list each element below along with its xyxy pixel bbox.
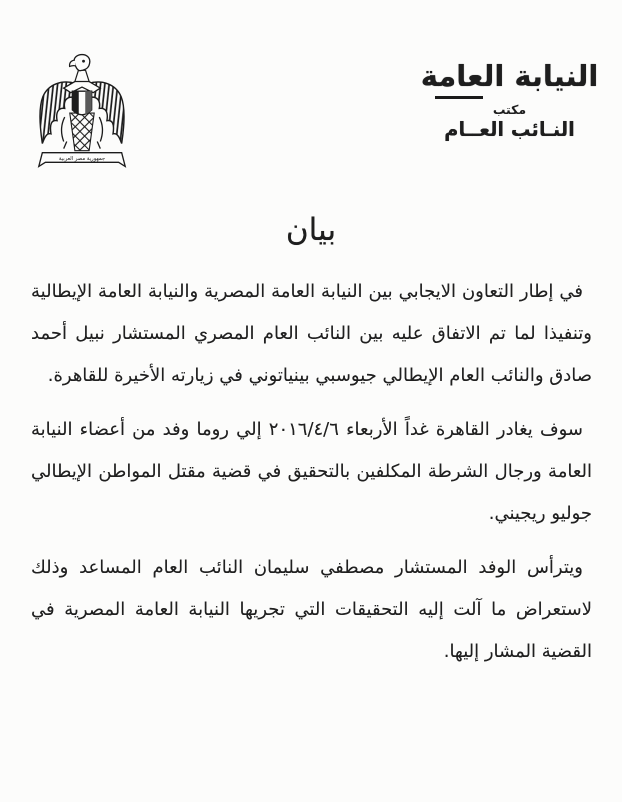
eagle-head [70,55,90,71]
egypt-coat-of-arms-emblem [33,52,131,172]
emblem-banner-text: جمهورية مصر العربية [58,156,106,163]
statement-paragraph-1: في إطار التعاون الايجابي بين النيابة العامة المصرية والنيابة العامة الإيطالية وتنفيذا لما تم الاتفاق عليه بين النائب العام المصري المستشار نبيل أحمد صادق والنائب العام الإيطالي جيوسبي بينياتوني في زيارته الأخيرة للقاهرة. [31,281,592,386]
letterhead [417,60,602,141]
eagle-tail [70,113,94,151]
eagle-neck [75,70,89,81]
statement-title: بيان [285,212,337,248]
letterhead-calligraphy-title: النيابة العامة [420,59,599,93]
eagle-shield [72,91,91,115]
statement-paragraph-2: سوف يغادر القاهرة غداً الأربعاء ٢٠١٦/٤/٦ إلي روما وفد من أعضاء النيابة العامة ورجال الشرطة المكلفين بالتحقيق في قضية مقتل المواطن الإيطالي جوليو ريجيني. [31,419,592,524]
letterhead-underline [435,96,483,99]
letterhead-office-title: النـائب العــام [444,117,575,141]
statement-body [31,271,592,685]
statement-paragraph-3: ويترأس الوفد المستشار مصطفي سليمان النائب العام المساعد وذلك لاستعراض ما آلت إليه التحقيقات التي تجريها النيابة العامة المصرية في القضية المشار إليها. [31,557,592,662]
letterhead-office-label: مكتب [492,101,527,117]
emblem-banner [39,153,125,167]
